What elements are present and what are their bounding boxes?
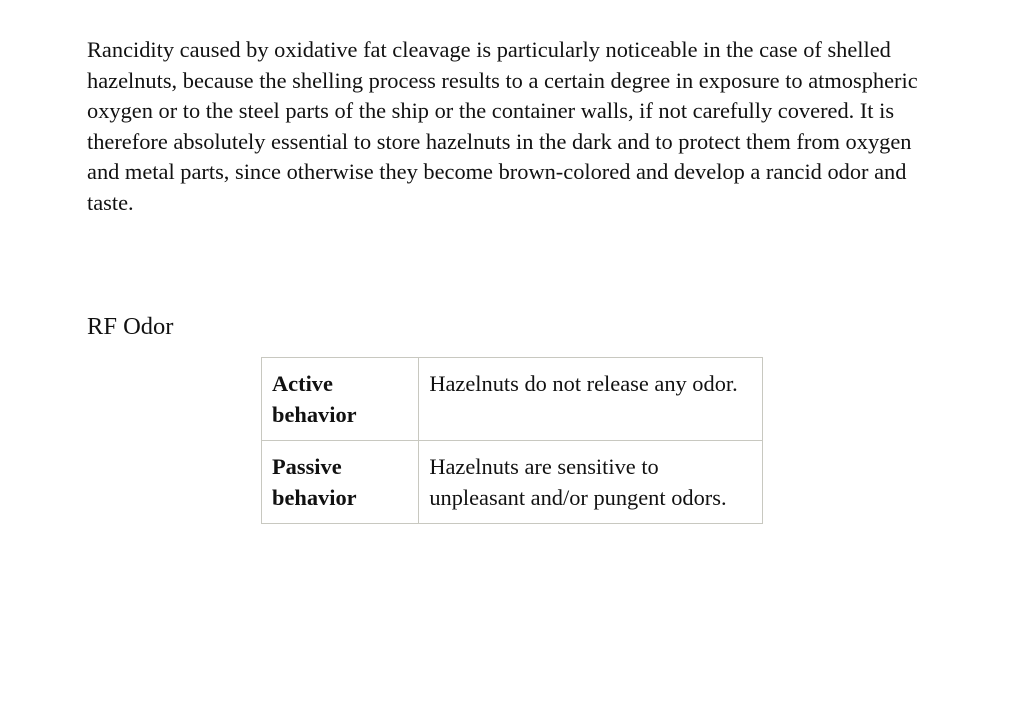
section-title: RF Odor (87, 313, 174, 340)
table-row (262, 441, 763, 524)
row-label-passive: Passive behavior (262, 441, 419, 524)
row-text-active: Hazelnuts do not release any odor. (419, 358, 763, 441)
row-text-passive: Hazelnuts are sensitive to unpleasant and/or pungent odors. (419, 441, 763, 524)
body-paragraph: Rancidity caused by oxidative fat cleavage is particularly noticeable in the case of shelled hazelnuts, because the shelling process results to a certain degree in exposure to atmospheric oxygen or to the steel parts of the ship or the container walls, if not carefully covered. It is therefore absolutely essential to store hazelnuts in the dark and to protect them from oxygen and metal parts, since otherwise they become brown-colored and develop a rancid odor and taste. (87, 37, 918, 215)
table-row (262, 358, 763, 441)
odor-behavior-table (261, 357, 763, 524)
row-label-active: Active behavior (262, 358, 419, 441)
